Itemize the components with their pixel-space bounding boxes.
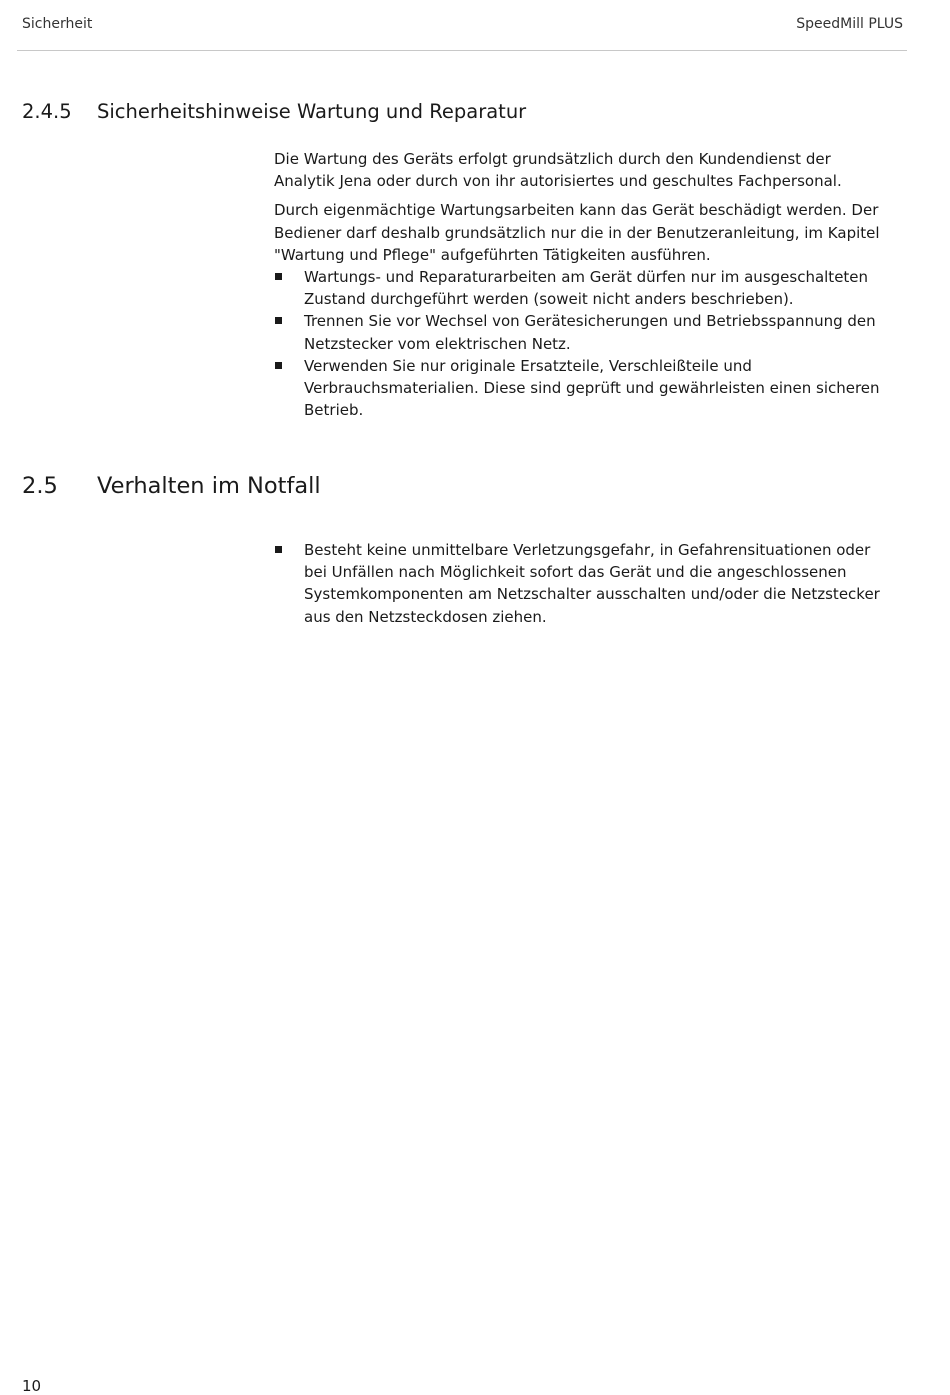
square-bullet-icon (275, 546, 282, 553)
header-divider (17, 50, 907, 51)
section-body-2-5 (274, 539, 896, 628)
list-item-text: Verwenden Sie nur originale Ersatzteile, Verschleißteile und Verbrauchsmaterialien. Diese sind geprüft und gewährleisten einen sicheren Betrieb. (304, 356, 880, 420)
section-heading-2-4-5 (22, 100, 526, 123)
paragraph: Die Wartung des Geräts erfolgt grundsätzlich durch den Kundendienst der Analytik Jena oder durch von ihr autorisiertes und geschultes Fachpersonal. (274, 150, 842, 191)
list-item-text: Besteht keine unmittelbare Verletzungsgefahr, in Gefahrensituationen oder bei Unfällen nach Möglichkeit sofort das Gerät und die angeschlossenen Systemkomponenten am Netzschalter ausschalten und/oder die Netzstecker aus den Netzsteckdosen ziehen. (304, 541, 880, 626)
square-bullet-icon (275, 273, 282, 280)
bullet-list (274, 539, 896, 628)
list-item-text: Wartungs- und Reparaturarbeiten am Gerät dürfen nur im ausgeschalteten Zustand durchgeführt werden (soweit nicht anders beschrieben). (304, 268, 869, 309)
square-bullet-icon (275, 362, 282, 369)
section-heading-2-5 (22, 473, 321, 499)
list-item (274, 355, 896, 422)
section-title: Verhalten im Notfall (97, 473, 321, 499)
section-body-2-4-5 (274, 148, 896, 421)
list-item-text: Trennen Sie vor Wechsel von Gerätesicherungen und Betriebsspannung den Netzstecker vom elektrischen Netz. (304, 312, 876, 353)
section-title: Sicherheitshinweise Wartung und Reparatur (97, 100, 527, 123)
running-header-product: SpeedMill PLUS (796, 16, 903, 32)
section-number: 2.4.5 (22, 100, 72, 123)
paragraph: Durch eigenmächtige Wartungsarbeiten kann das Gerät beschädigt werden. Der Bediener darf deshalb grundsätzlich nur die in der Benutzeranleitung, im Kapitel "Wartung und Pflege" aufgeführten Tätigkeiten ausführen. (274, 201, 880, 264)
bullet-list (274, 266, 896, 421)
running-header-section: Sicherheit (22, 16, 93, 32)
page-number: 10 (22, 1377, 42, 1395)
section-number: 2.5 (22, 473, 58, 499)
list-item (274, 539, 896, 628)
list-item (274, 310, 896, 354)
list-item (274, 266, 896, 310)
square-bullet-icon (275, 317, 282, 324)
